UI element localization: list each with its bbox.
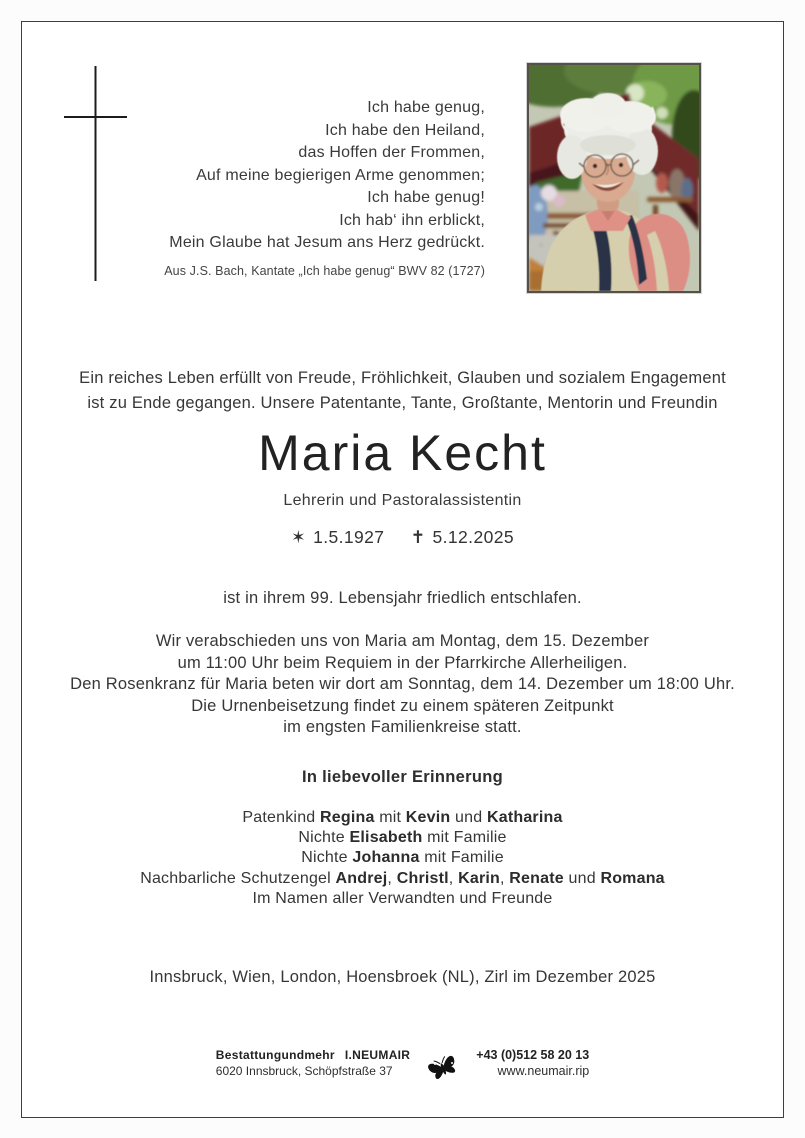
deceased-name: Maria Kecht [258,425,547,481]
mourner-name: Romana [600,869,665,887]
funeral-home-name [216,1048,410,1062]
service-details [22,631,783,739]
text-line: das Hoffen der Frommen, [298,144,485,161]
text-line: Den Rosenkranz für Maria beten wir dort am Sonntag, dem 14. Dezember um 18:00 Uhr. [70,675,735,693]
text-segment: mit Familie [422,829,507,847]
birth-date-group [291,527,384,548]
text-segment: mit [374,809,406,826]
mourner-name: Kevin [405,809,451,826]
text-line [22,828,783,848]
text-segment: Nichte [298,829,350,847]
text-segment: , [448,869,459,887]
locations-line: Innsbruck, Wien, London, Hoensbroek (NL), Zirl im Dezember 2025 [149,968,656,986]
passing-line: ist in ihrem 99. Lebensjahr friedlich entschlafen. [223,589,582,607]
text-line: Ich habe genug! [367,189,485,206]
funeral-home-phone: +43 (0)512 58 20 13 [476,1048,590,1062]
intro-text [22,366,783,416]
text-line: Wir verabschieden uns von Maria am Montag, dem 15. Dezember [155,632,650,650]
text-line: im engsten Familienkreise statt. [283,718,522,736]
death-date-group [410,527,514,548]
text-line: Ein reiches Leben erfüllt von Freude, Fröhlichkeit, Glauben und sozialem Engagement [79,369,726,387]
text-line: Die Urnenbeisetzung findet zu einem späteren Zeitpunkt [191,696,614,715]
text-segment: Nichte [301,849,353,867]
mourners-list [22,808,783,909]
text-segment: , [387,869,397,887]
funeral-home-contact [476,1048,589,1078]
mourner-name: Elisabeth [349,829,423,847]
funeral-home-info [216,1048,410,1078]
text-line: Ich habe den Heiland, [325,121,485,139]
text-segment: Im Namen aller Verwandten und Freunde [252,889,553,907]
text-line [22,889,783,909]
text-segment: und [450,809,487,826]
funeral-home-owner: I.NEUMAIR [344,1048,411,1062]
mourner-name: Andrej [335,869,388,887]
text-segment: Patenkind [242,809,321,826]
text-line: ist zu Ende gegangen. Unsere Patentante, Tante, Großtante, Mentorin und Freundin [87,394,718,412]
text-line [22,848,783,868]
mourner-name: Karin [458,869,500,887]
portrait-photo [527,63,701,293]
mourner-name: Katharina [486,809,563,826]
deceased-profession: Lehrerin und Pastoralassistentin [283,492,522,509]
mourner-name: Regina [320,809,375,826]
mourner-name: Christl [396,869,449,887]
poem-block [164,97,485,282]
text-segment: Nachbarliche Schutzengel [140,869,336,887]
poem-lines [164,97,485,255]
funeral-home-website: www.neumair.rip [497,1064,590,1078]
star-icon: ✶ [291,527,307,547]
text-line: Ich habe genug, [367,99,485,116]
memorial-cross-icon [64,66,127,281]
death-date: 5.12.2025 [432,527,514,547]
funeral-home-brand: Bestattungundmehr [215,1048,335,1062]
text-line [22,808,783,828]
birth-date: 1.5.1927 [313,527,385,547]
text-line [22,869,783,889]
text-line: Ich hab‘ ihn erblickt, [339,211,485,229]
cross-icon: ✝ [410,527,426,547]
funeral-home-address: 6020 Innsbruck, Schöpfstraße 37 [215,1064,393,1078]
butterfly-icon [424,1050,462,1086]
mourner-name: Renate [509,869,564,887]
text-segment: mit Familie [419,849,504,867]
text-line: Mein Glaube hat Jesum ans Herz gedrückt. [169,234,485,251]
text-segment: und [563,869,601,887]
poem-attribution: Aus J.S. Bach, Kantate „Ich habe genug“ BWV 82 (1727) [164,263,485,278]
funeral-home-footer [0,1048,805,1086]
text-segment: , [500,869,510,887]
mourner-name: Johanna [352,849,420,867]
text-line: um 11:00 Uhr beim Requiem in der Pfarrkirche Allerheiligen. [177,653,628,672]
life-dates [22,527,783,548]
text-line: Auf meine begierigen Arme genommen; [196,166,485,184]
remembrance-title: In liebevoller Erinnerung [302,768,503,786]
